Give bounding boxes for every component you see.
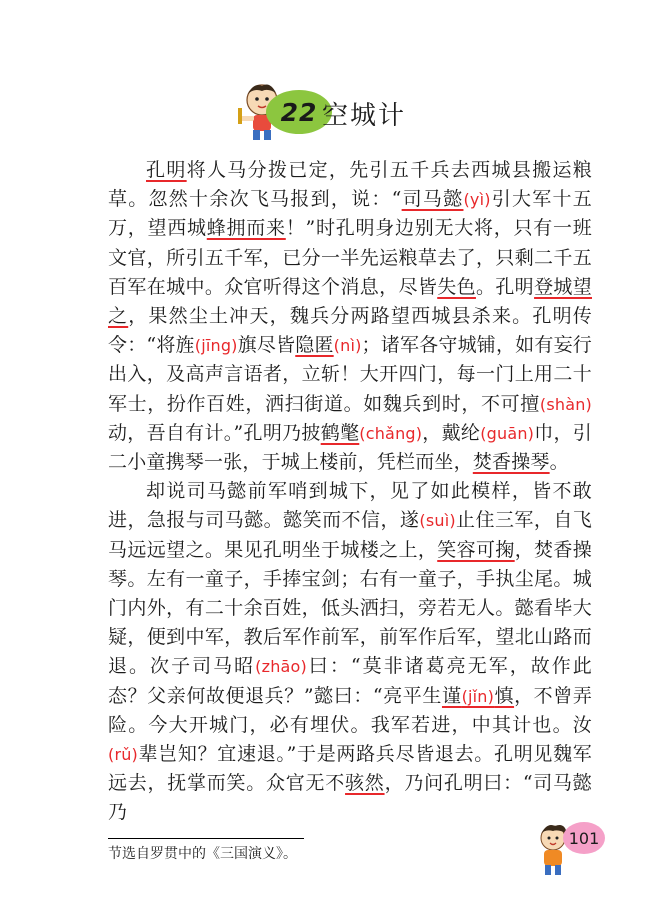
footnote: 节选自罗贯中的《三国演义》。: [108, 846, 297, 862]
text-run: 曰：“莫非诸葛亮无军，故作此态？父亲何故便退兵？”懿曰：“亮平生: [108, 655, 592, 707]
text-run: 旗尽皆: [237, 334, 296, 357]
pinyin-annotation: (guān): [480, 423, 535, 443]
pinyin-annotation: (shàn): [539, 394, 592, 414]
pinyin-annotation: (rǔ): [108, 745, 139, 765]
underlined-phrase: 谨: [441, 684, 462, 707]
text-run: ，果然尘土冲天，魏兵分两路望西城县杀来。孔明传令：“将旌: [108, 305, 592, 357]
lesson-number: 22: [280, 97, 318, 127]
footnote-divider: [108, 838, 304, 839]
text-run: 却说司马懿前军哨到城下，见了如此模样，皆不敢进，急报与司马懿。懿笑而不信，遂: [108, 480, 592, 532]
underlined-phrase: 孔明: [146, 159, 187, 181]
paragraph: [108, 156, 592, 477]
pinyin-annotation: (chǎng): [359, 423, 423, 443]
text-run: 巾，引二小童携琴一张，于城上楼前，凭栏而坐，: [108, 421, 592, 474]
text-run: 止住三军，自飞马远远望之。果见孔明坐于城楼之上，: [108, 509, 593, 561]
pinyin-annotation: (jīng): [194, 336, 238, 356]
pinyin-annotation: (yì): [463, 190, 491, 210]
text-run: ，戴纶: [422, 421, 481, 444]
text-run: ，焚香操琴。左有一童子，手捧宝剑；右有一童子，手执尘尾。城门内外，有二十余百姓，低头洒扫，旁若无人。懿看毕大疑，便到中军，教后军作前军，前军作后军，望北山路而退。次子司马昭: [108, 538, 592, 678]
text-run: 将人马分拨已定，先引五千兵去西城县搬运粮草。忽然十余次飞马报到，说：“: [108, 159, 592, 211]
underlined-phrase: 隐匿: [295, 334, 334, 357]
pinyin-annotation: (jǐn): [461, 686, 495, 706]
text-run: ；诸军各守城铺，如有妄行出入，及高声言语者，立斩！大开四门，每一门上用二十军士，扮作百姓，洒扫街道。如魏兵到时，不可擅: [108, 334, 593, 415]
underlined-phrase: 骇然: [345, 772, 385, 795]
underlined-phrase: 焚香操琴: [472, 451, 550, 474]
underlined-phrase: 失色: [437, 275, 476, 298]
lesson-title: 空城计: [322, 101, 407, 131]
text-run: ！”时孔明身边别无大将，只有一班文官，所引五千军，已分一半先运粮草去了，只剩二千五百军在城中。众官听得这个消息，尽皆: [108, 217, 592, 298]
text-run: 。孔明: [475, 275, 535, 298]
page-number-area: [533, 820, 603, 880]
underlined-phrase: 司马懿: [401, 188, 464, 211]
lesson-body: [108, 156, 592, 828]
underlined-phrase: 鹤氅: [320, 421, 360, 444]
lesson-header: [232, 78, 532, 148]
text-run: ，乃问孔明曰：“司马懿乃: [108, 772, 593, 824]
text-run: ，不曾弄险。今大开城门，必有埋伏。我军若进，中其计也。汝: [108, 684, 593, 736]
text-run: 。: [549, 451, 569, 474]
pinyin-annotation: (suì): [419, 511, 456, 531]
text-run: 辈岂知？宜速退。”于是两路兵尽皆退去。孔明见魏军远去，抚掌而笑。众官无不: [108, 743, 592, 795]
page-number: 101: [568, 828, 600, 848]
text-run: 动，吾自有计。”孔明乃披: [108, 421, 321, 444]
underlined-phrase: 蜂拥而来: [206, 217, 286, 240]
underlined-phrase: 慎: [494, 684, 515, 707]
underlined-phrase: 笑容可掬: [437, 538, 515, 561]
text-run: 引大军十五万，望西城: [108, 188, 592, 240]
page-number-badge: [563, 822, 605, 854]
pinyin-annotation: (nì): [333, 336, 362, 356]
paragraph: [108, 477, 592, 827]
pinyin-annotation: (zhāo): [255, 657, 307, 677]
underlined-phrase: 登城望之: [108, 275, 592, 328]
